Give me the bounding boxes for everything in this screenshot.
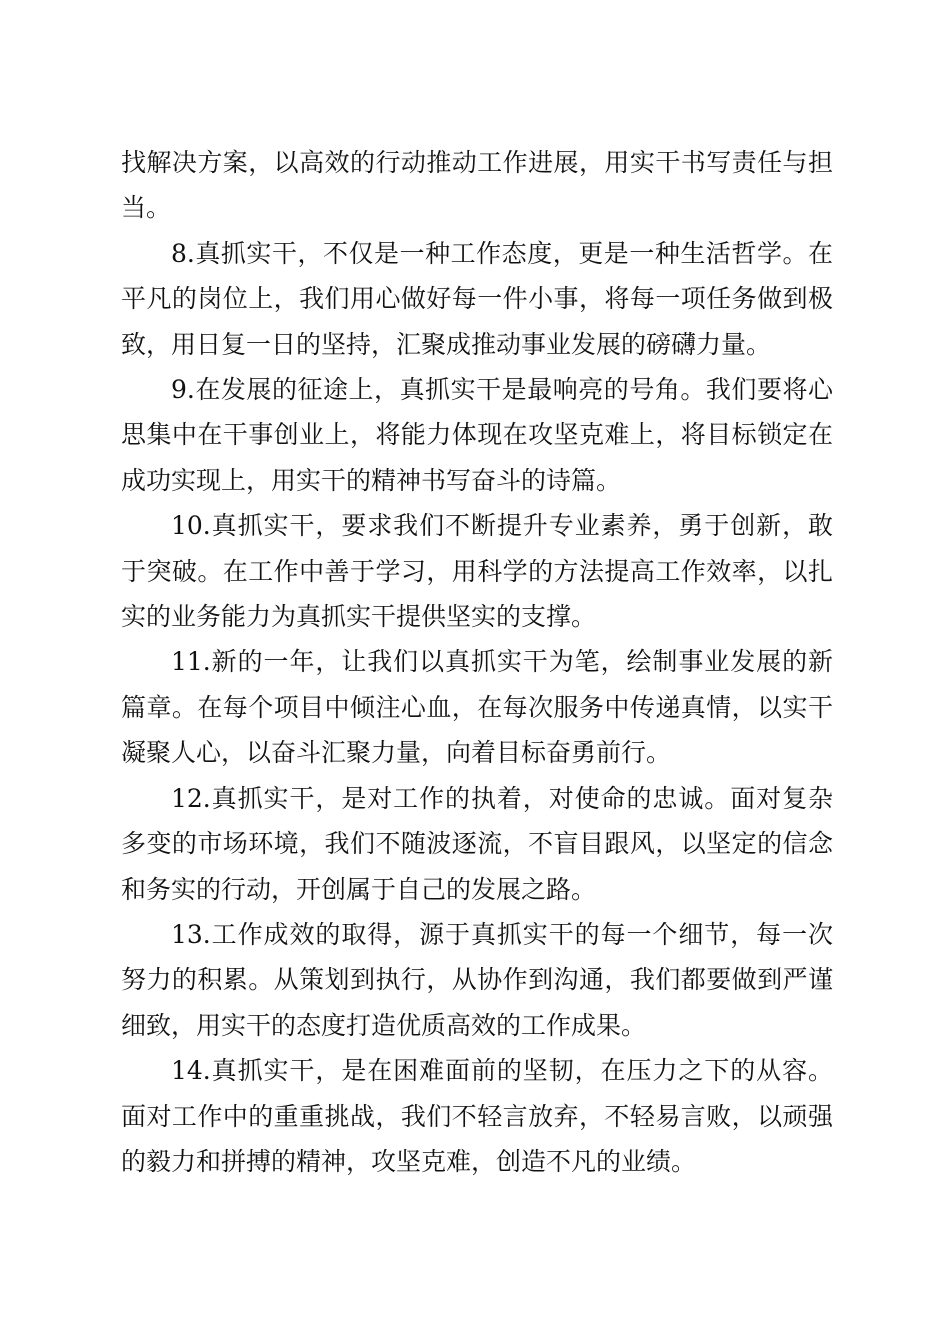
paragraph-10: 10.真抓实干，要求我们不断提升专业素养，勇于创新，敢于突破。在工作中善于学习，用科学的方法提高工作效率，以扎实的业务能力为真抓实干提供坚实的支撑。 [121,511,833,632]
paragraph-9: 9.在发展的征途上，真抓实干是最响亮的号角。我们要将心思集中在干事创业上，将能力体现在攻坚克难上，将目标锁定在成功实现上，用实干的精神书写奋斗的诗篇。 [121,375,833,495]
document-body [121,140,833,1184]
paragraph-13: 13.工作成效的取得，源于真抓实干的每一个细节，每一次努力的积累。从策划到执行，从协作到沟通，我们都要做到严谨细致，用实干的态度打造优质高效的工作成果。 [121,919,833,1040]
paragraph-14: 14.真抓实干，是在困难面前的坚韧，在压力之下的从容。面对工作中的重重挑战，我们不轻言放弃，不轻易言败，以顽强的毅力和拼搏的精神，攻坚克难，创造不凡的业绩。 [121,1056,833,1176]
paragraph-8: 8.真抓实干，不仅是一种工作态度，更是一种生活哲学。在平凡的岗位上，我们用心做好每一件小事，将每一项任务做到极致，用日复一日的坚持，汇聚成推动事业发展的磅礴力量。 [121,238,833,359]
paragraph-12: 12.真抓实干，是对工作的执着，对使命的忠诚。面对复杂多变的市场环境，我们不随波逐流，不盲目跟风，以坚定的信念和务实的行动，开创属于自己的发展之路。 [121,783,833,904]
paragraph-continuation: 找解决方案，以高效的行动推动工作进展，用实干书写责任与担当。 [121,148,833,223]
paragraph-11: 11.新的一年，让我们以真抓实干为笔，绘制事业发展的新篇章。在每个项目中倾注心血，在每次服务中传递真情，以实干凝聚人心，以奋斗汇聚力量，向着目标奋勇前行。 [121,647,833,768]
